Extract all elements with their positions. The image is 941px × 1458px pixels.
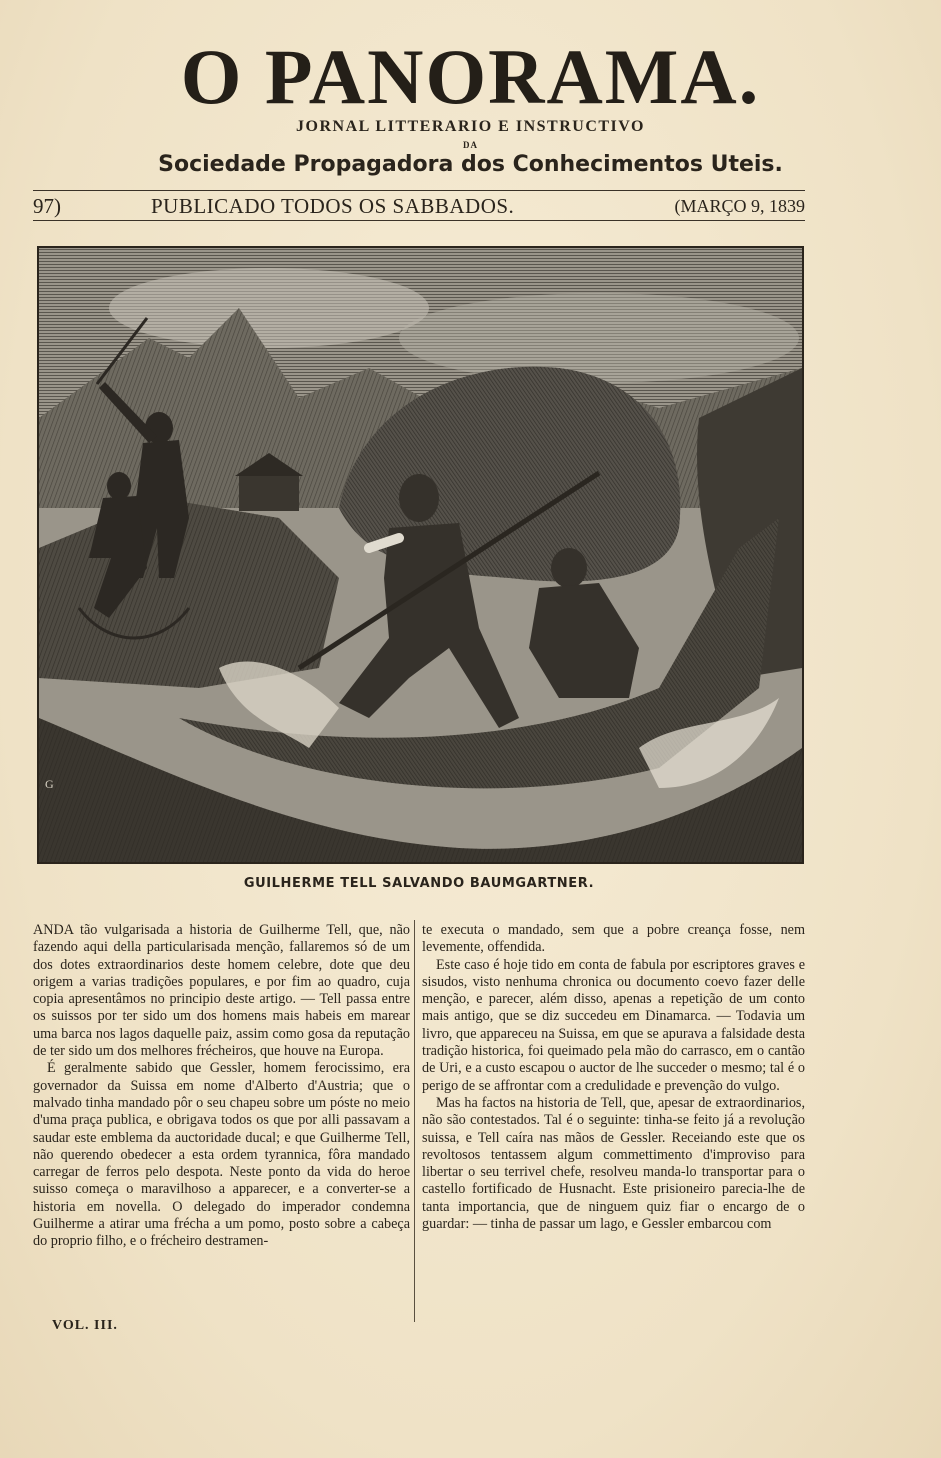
masthead-subtitle: JORNAL LITTERARIO E INSTRUCTIVO [296, 118, 645, 135]
publication-frequency: PUBLICADO TODOS OS SABBADOS. [151, 194, 515, 218]
paragraph: Mas ha factos na historia de Tell, que, apesar de extraordinarios, não são contestados. Tal é o seguinte: tinha-se feito já a revolução suissa, e Tell caíra nas mãos de Gessler. Receiando este que os revoltosos tentassem algum commettimento d'improviso para libertar o seu terrivel chefe, resolveu manda-lo transportar para o castello fortificado de Husnacht. Este prisioneiro parecia-lhe de tanta importancia, que de ninguem quiz fiar o encargo de o guardar: — tinha de passar um lago, e Gessler embarcou com [422, 1094, 805, 1233]
paragraph: te executa o mandado, sem que a pobre creança fosse, nem levemente, offendida. [422, 922, 805, 956]
paragraph: ANDA tão vulgarisada a historia de Guilherme Tell, que, não fazendo aqui della particularisada menção, fallaremos só de um dos dotes extraordinarios deste homem celebre, dote que deu origem a varias tradições populares, e por fim ao quadro, cuja copia apresentâmos no principio deste artigo. — Tell passa entre os suissos por ter sido um dos homens mais habeis em marear uma barca nos lagos daquelle paiz, assim como gosa da reputação de ter sido um dos melhores frécheiros, que houve na Europa. [33, 922, 410, 1060]
illustration-caption: GUILHERME TELL SALVANDO BAUMGARTNER. [243, 876, 595, 891]
masthead-da: DA [463, 140, 478, 150]
issue-date: (MARÇO 9, 1839 [674, 196, 805, 216]
issue-number: 97) [33, 194, 61, 218]
paragraph: Este caso é hoje tido em conta de fabula por escriptores graves e sisudos, visto nenhuma chronica ou documento coevo fazer delle menção, e parecer, além disso, apenas a repetição de um conto mais antigo, que se diz succedeu em Dinamarca. — Todavia um livro, que appareceu na Suissa, em que se apurava a falsidade desta tradição historica, foi queimado pela mão do carrasco, em o cantão de Uri, e a custo escapou o auctor de lhe succeder o mesmo; tal é o perigo de se affrontar com a credulidade e prevenção do vulgo. [422, 956, 805, 1094]
text-column-right [422, 922, 805, 1233]
engraver-signature: G [45, 777, 54, 791]
engraving-illustration [37, 246, 804, 864]
masthead-society: Sociedade Propagadora dos Conhecimentos Uteis. [158, 152, 783, 177]
top-rule [33, 190, 805, 191]
text-column-left [33, 922, 410, 1251]
bottom-rule [33, 220, 805, 221]
column-divider [414, 920, 415, 1322]
masthead-title: O PANORAMA. [180, 33, 761, 120]
paragraph: É geralmente sabido que Gessler, homem ferocissimo, era governador da Suissa em nome d'Alberto d'Austria; que o malvado tinha mandado pôr o seu chapeu sobre um póste no meio d'uma praça publica, e obrigava todos os que por alli passavam a saudar este emblema da auctoridade ducal; e que Guilherme Tell, não querendo obedecer a esta ordem tyrannica, fôra mandado carregar de ferros pelo despota. Neste ponto da vida do heroe suisso começa o maravilhoso a apparecer, e a converter-se a historia em novella. O delegado do imperador condemna Guilherme a atirar uma frécha a um pomo, posto sobre a cabeça do proprio filho, e o frécheiro destramen- [33, 1060, 410, 1250]
volume-label: VOL. III. [52, 1318, 118, 1333]
engraving-svg [39, 248, 802, 862]
issue-row [33, 192, 805, 220]
